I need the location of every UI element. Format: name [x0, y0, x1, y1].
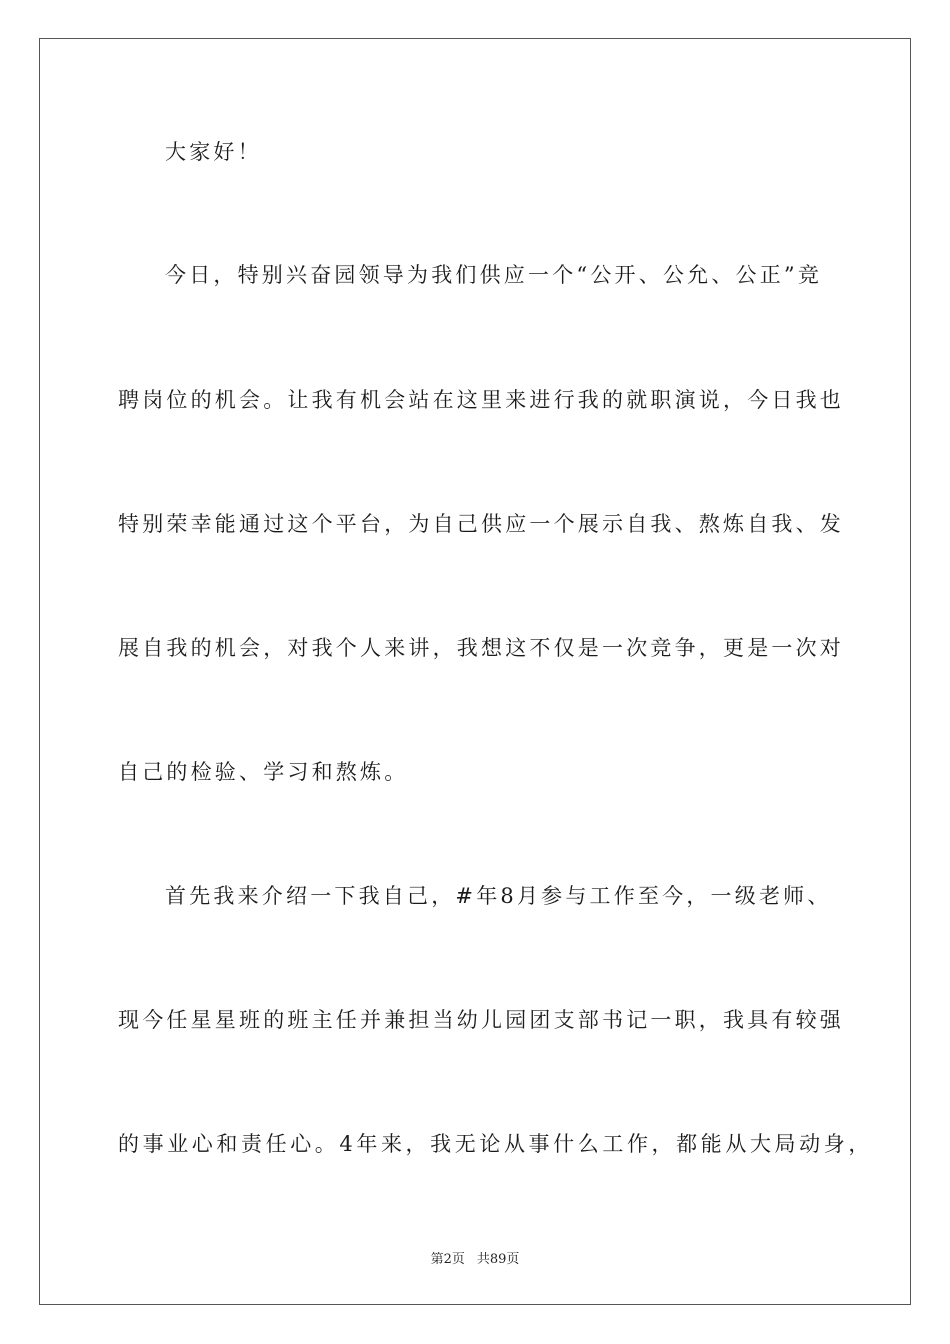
paragraph-line: 自己的检验、学习和熬炼。 — [118, 760, 409, 784]
page-frame — [39, 38, 911, 1305]
paragraph-line: 聘岗位的机会。让我有机会站在这里来进行我的就职演说，今日我也 — [118, 388, 844, 412]
paragraph-line: 现今任星星班的班主任并兼担当幼儿园团支部书记一职，我具有较强 — [118, 1008, 844, 1032]
paragraph-line: 展自我的机会，对我个人来讲，我想这不仅是一次竞争，更是一次对 — [118, 636, 844, 660]
page-total: 共89页 — [476, 1252, 520, 1267]
page-footer — [0, 1248, 950, 1267]
paragraph-line: 今日，特别兴奋园领导为我们供应一个“公开、公允、公正”竞 — [165, 263, 823, 287]
paragraph-line: 的事业心和责任心。4年来，我无论从事什么工作，都能从大局动身， — [118, 1132, 873, 1156]
greeting-line: 大家好！ — [165, 140, 262, 164]
paragraph-line: 首先我来介绍一下我自己，#年8月参与工作至今，一级老师、 — [165, 884, 832, 908]
paragraph-line: 特别荣幸能通过这个平台，为自己供应一个展示自我、熬炼自我、发 — [118, 512, 844, 536]
page-number: 第2页 — [430, 1252, 465, 1267]
